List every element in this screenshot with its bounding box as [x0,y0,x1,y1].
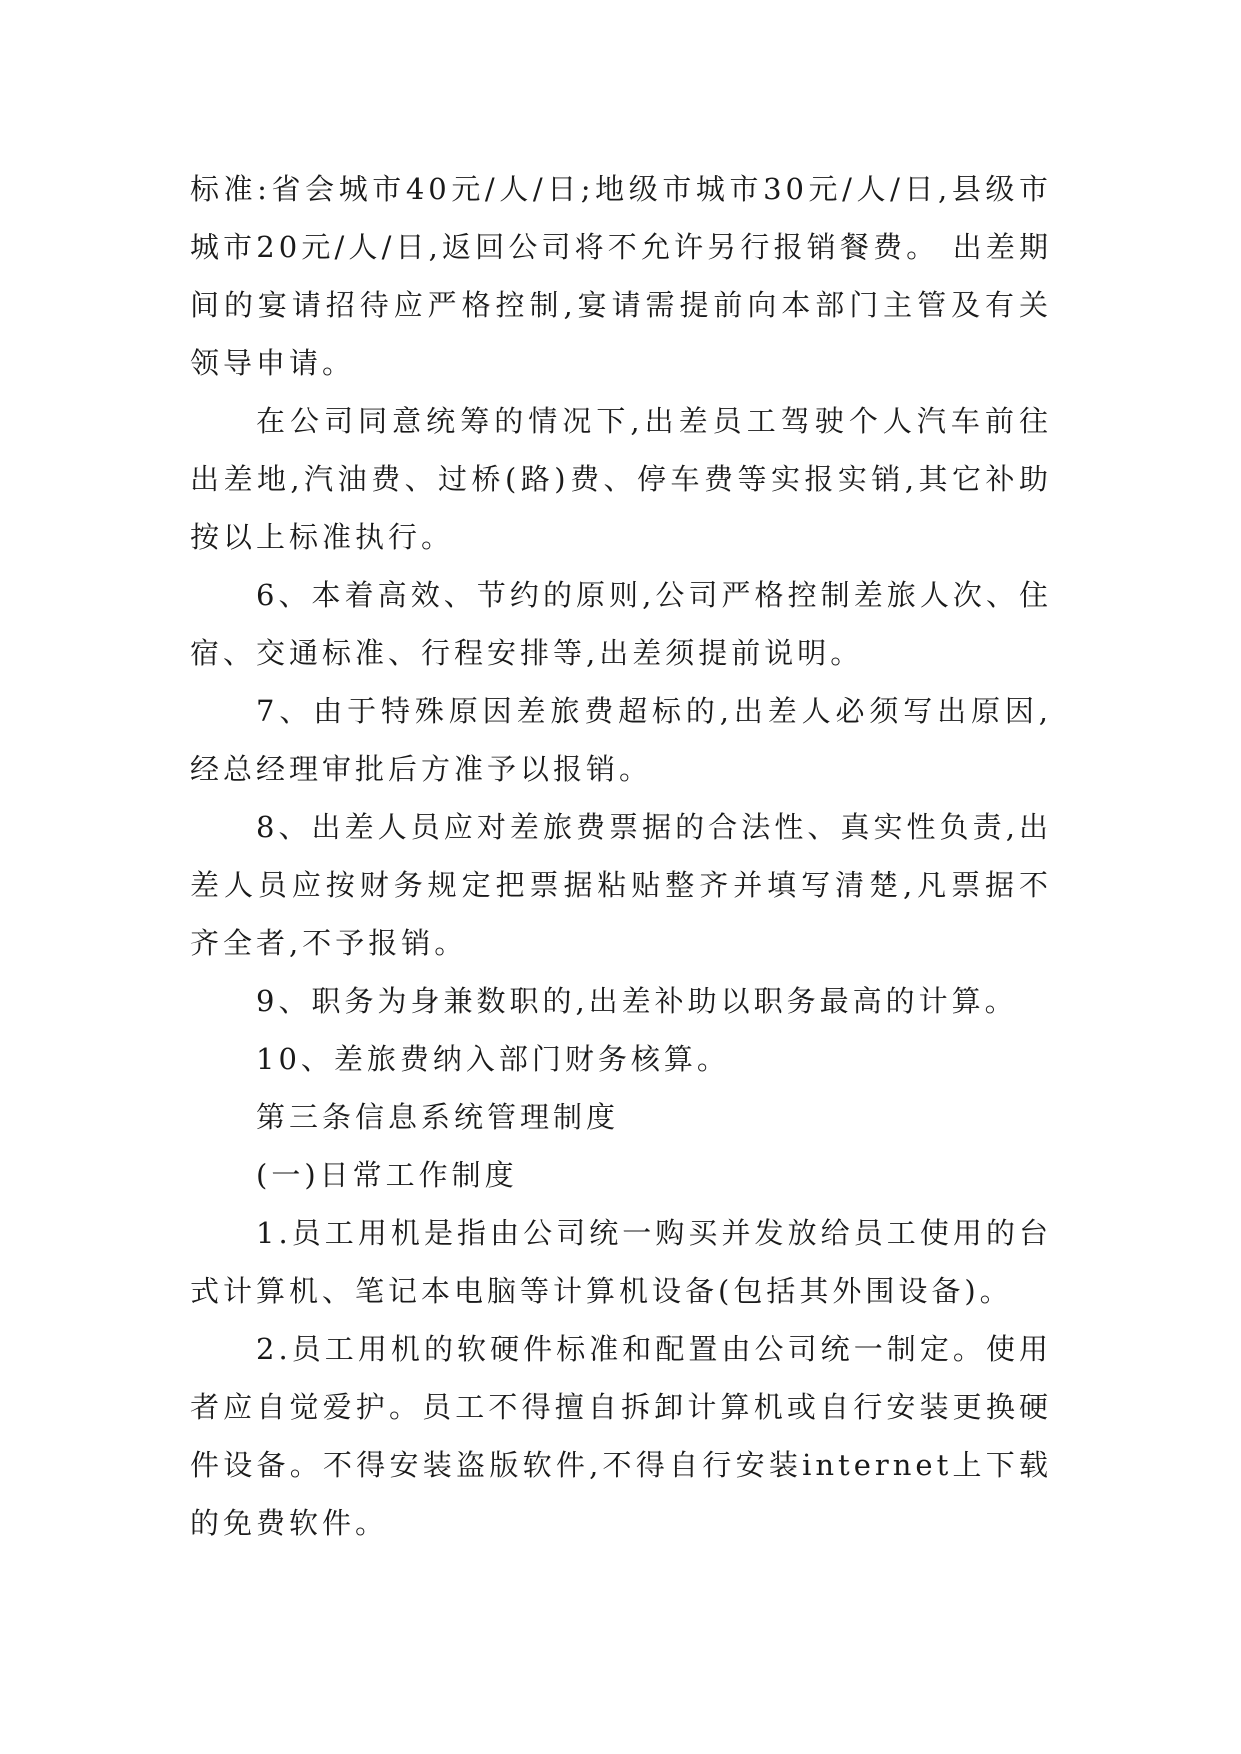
paragraph-private-car: 在公司同意统筹的情况下,出差员工驾驶个人汽车前往出差地,汽油费、过桥(路)费、停车费等实报实销,其它补助按以上标准执行。 [190,404,1052,554]
paragraph-item-6: 6、本着高效、节约的原则,公司严格控制差旅人次、住宿、交通标准、行程安排等,出差须提前说明。 [190,578,1052,670]
paragraph-item-10: 10、差旅费纳入部门财务核算。 [256,1042,730,1076]
paragraph-rule-1: 1.员工用机是指由公司统一购买并发放给员工使用的台式计算机、笔记本电脑等计算机设备(包括其外围设备)。 [190,1216,1052,1308]
paragraph-rule-2: 2.员工用机的软硬件标准和配置由公司统一制定。使用者应自觉爱护。员工不得擅自拆卸计算机或自行安装更换硬件设备。不得安装盗版软件,不得自行安装internet上下载的免费软件。 [190,1332,1052,1540]
document-body [190,160,1052,1552]
paragraph-item-7: 7、由于特殊原因差旅费超标的,出差人必须写出原因,经总经理审批后方准予以报销。 [190,694,1052,786]
section-heading-article-3: 第三条信息系统管理制度 [256,1100,620,1134]
paragraph-item-9: 9、职务为身兼数职的,出差补助以职务最高的计算。 [256,984,1018,1018]
paragraph-meal-standard: 标准:省会城市40元/人/日;地级市城市30元/人/日,县级市城市20元/人/日,返回公司将不允许另行报销餐费。 出差期间的宴请招待应严格控制,宴请需提前向本部门主管及有关领导申请。 [190,172,1052,380]
subsection-heading-daily-work: (一)日常工作制度 [256,1158,518,1192]
paragraph-item-8: 8、出差人员应对差旅费票据的合法性、真实性负责,出差人员应按财务规定把票据粘贴整齐并填写清楚,凡票据不齐全者,不予报销。 [190,810,1052,960]
